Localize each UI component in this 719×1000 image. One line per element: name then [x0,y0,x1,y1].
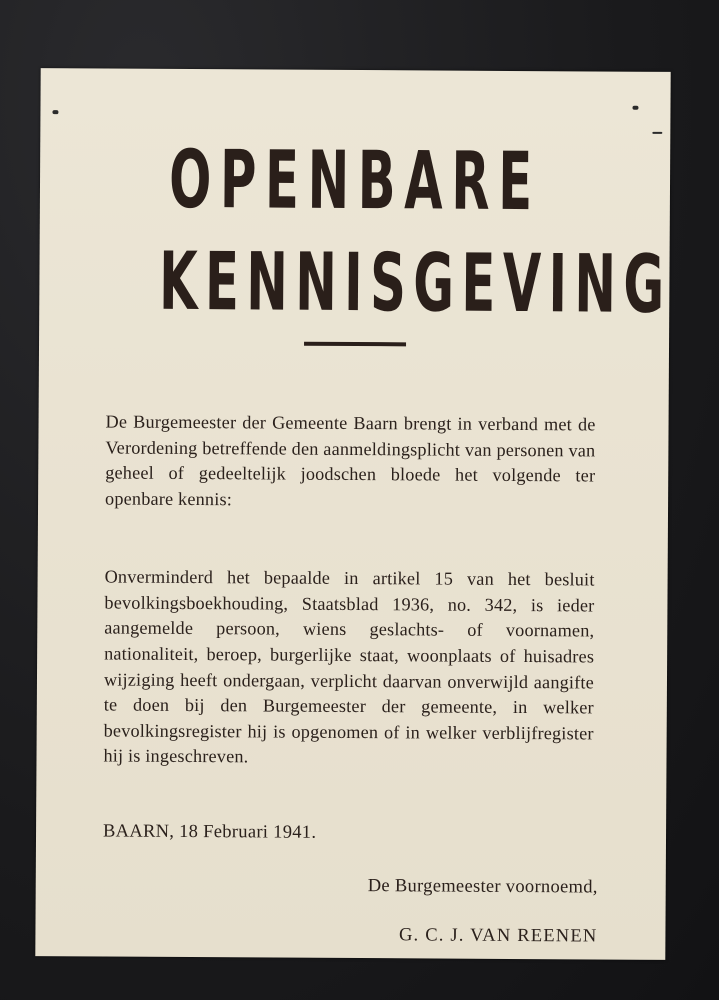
signatory-name: G. C. J. VAN REENEN [398,925,598,947]
headline-divider [304,342,406,347]
headline-line-1: OPENBARE [168,132,542,229]
notice-poster [35,68,670,960]
pin-mark [632,106,638,110]
signatory-title: De Burgemeester voornoemd, [367,876,598,898]
place-date: BAARN, 18 Februari 1941. [102,821,317,843]
paragraph-regulation: Onverminderd het bepaalde in artikel 15 van het besluit bevolkingsboekhouding, Staatsblad 1936, no. 342, is ieder aangemelde persoon, wiens geslachts- of voornamen, nationaliteit, beroep, burgerlijke staat, woonplaats of huisadres wijziging heeft ondergaan, verplicht daarvan onverwijld aangifte te doen bij den Burgemeester der gemeente, in welker bevolkingsregister hij is opgenomen of in welker verblijfregister hij is ingeschreven. [103,566,595,767]
paragraph-intro: De Burgemeester der Gemeente Baarn brengt in verband met de Verordening betreffende den aanmeldingsplicht van personen van geheel of gedeeltelijk joodschen bloede het volgende ter openbare kennis: [105,411,596,510]
headline-line-2: KENNISGEVING [158,234,672,331]
pin-mark [652,132,662,134]
pin-mark [52,110,58,114]
